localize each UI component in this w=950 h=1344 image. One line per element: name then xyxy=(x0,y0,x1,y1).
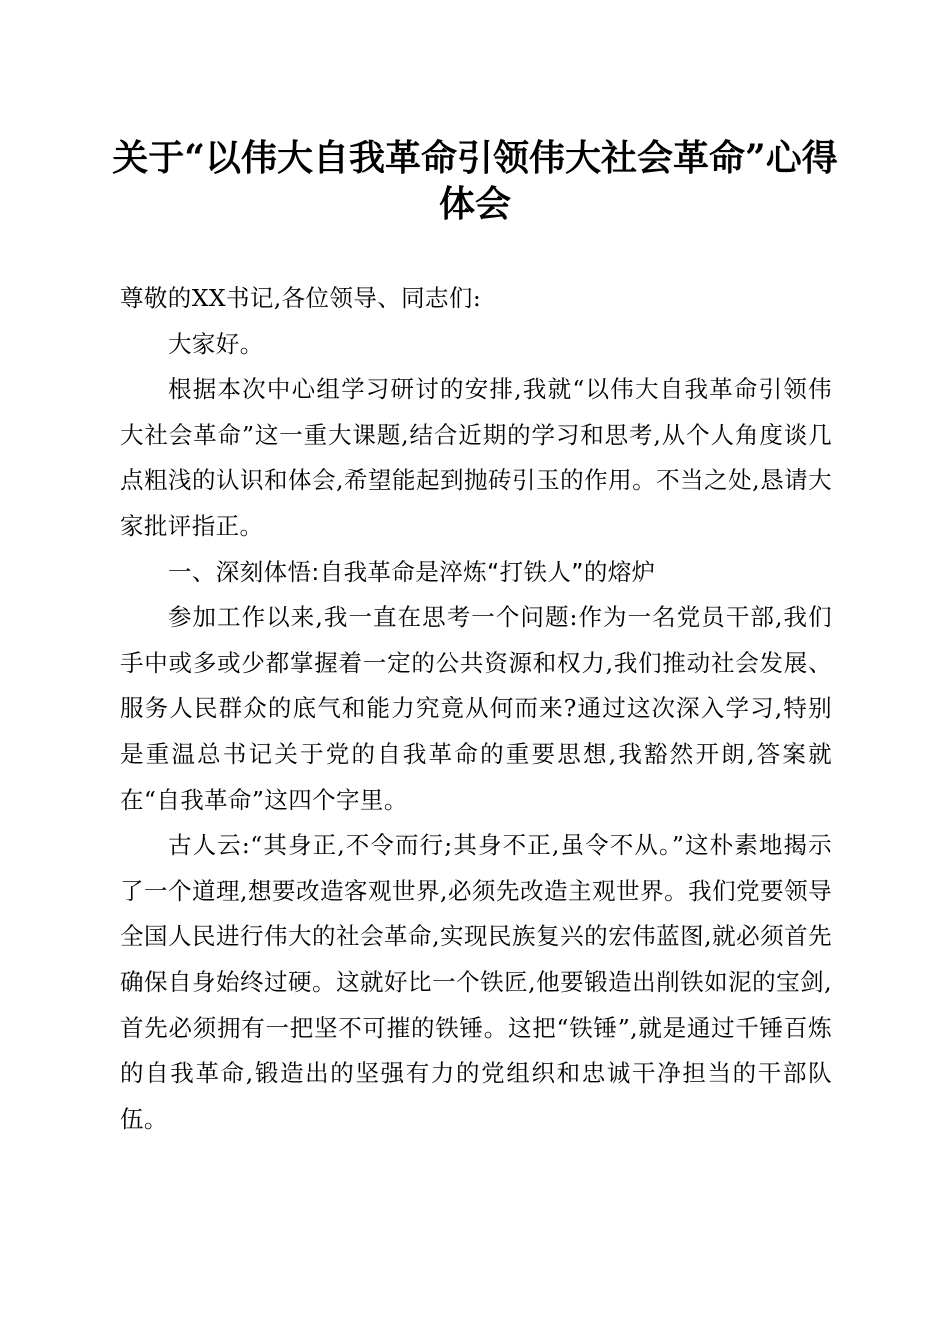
paragraph-1: 参加工作以来,我一直在思考一个问题:作为一名党员干部,我们手中或多或少都掌握着一定的公共资源和权力,我们推动社会发展、服务人民群众的底气和能力究竟从何而来?通过这次深入学习,特别是重温总书记关于党的自我革命的重要思想,我豁然开朗,答案就在“自我革命”这四个字里。 xyxy=(120,603,832,814)
paragraph-2: 古人云:“其身正,不令而行;其身不正,虽令不从。”这朴素地揭示了一个道理,想要改造客观世界,必须先改造主观世界。我们党要领导全国人民进行伟大的社会革命,实现民族复兴的宏伟蓝图,就必须首先确保自身始终过硬。这就好比一个铁匠,他要锻造出削铁如泥的宝剑,首先必须拥有一把坚不可摧的铁锤。这把“铁锤”,就是通过千锤百炼的自我革命,锻造出的坚强有力的党组织和忠诚干净担当的干部队伍。 xyxy=(120,831,832,1133)
intro-paragraph: 根据本次中心组学习研讨的安排,我就“以伟大自我革命引领伟大社会革命”这一重大课题,结合近期的学习和思考,从个人角度谈几点粗浅的认识和体会,希望能起到抛砖引玉的作用。不当之处,恳请大家批评指正。 xyxy=(120,375,832,540)
document-title: 关于“以伟大自我革命引领伟大社会革命”心得体会 xyxy=(112,137,838,225)
greeting: 大家好。 xyxy=(168,329,264,358)
document-body xyxy=(120,276,832,1142)
salutation: 尊敬的XX书记,各位领导、同志们: xyxy=(120,284,482,312)
section-heading-1: 一、深刻体悟:自我革命是淬炼“打铁人”的熔炉 xyxy=(168,557,656,586)
